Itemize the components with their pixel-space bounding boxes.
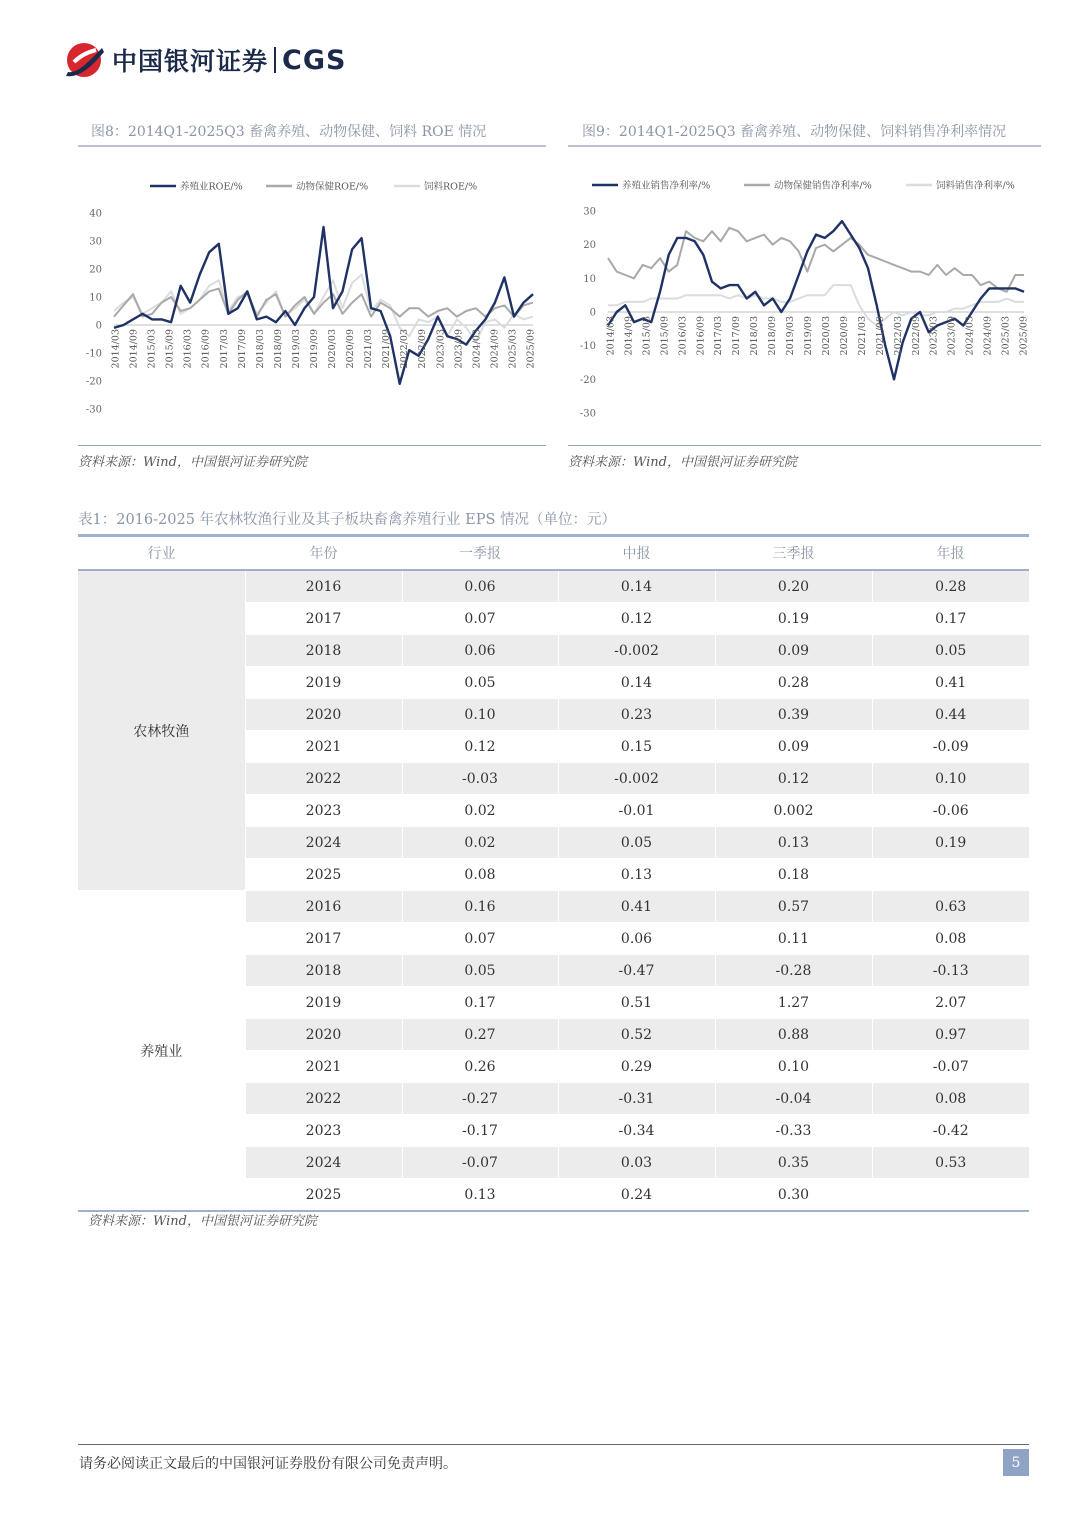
table-cell: -0.13 — [872, 955, 1029, 987]
x-tick-label: 2019/03 — [785, 316, 797, 356]
table-cell: 2019 — [245, 987, 402, 1019]
table-cell: 0.12 — [558, 603, 715, 635]
table-cell: 2018 — [245, 955, 402, 987]
x-tick-label: 2015/09 — [164, 329, 176, 369]
table-cell: 0.11 — [715, 923, 872, 955]
x-tick-label: 2022/03 — [399, 329, 411, 369]
col-header: 行业 — [78, 536, 245, 571]
x-tick-label: 2021/09 — [874, 316, 886, 356]
table-cell: 0.16 — [402, 891, 558, 923]
x-tick-label: 2016/09 — [200, 329, 212, 369]
x-tick-label: 2020/09 — [345, 329, 357, 369]
table-cell: 0.53 — [872, 1147, 1029, 1179]
fig9-title: 图9：2014Q1-2025Q3 畜禽养殖、动物保健、饲料销售净利率情况 — [582, 124, 1007, 140]
eps-table — [78, 534, 1029, 1212]
table-cell: 2021 — [245, 1051, 402, 1083]
table-cell: 2016 — [245, 570, 402, 603]
table-body — [78, 570, 1029, 1211]
x-tick-label: 2020/03 — [821, 316, 832, 356]
table-cell: 0.44 — [872, 699, 1029, 731]
table-cell: 0.14 — [558, 667, 715, 699]
y-tick-label: 20 — [583, 240, 596, 252]
fig9-source: 资料来源：Wind，中国银河证券研究院 — [568, 455, 797, 470]
x-tick-label: 2025/09 — [1018, 316, 1030, 356]
x-tick-label: 2023/09 — [946, 316, 958, 356]
col-header: 年报 — [872, 536, 1029, 571]
x-tick-label: 2020/03 — [327, 329, 338, 369]
table-cell: 0.07 — [402, 603, 558, 635]
table-cell: 2018 — [245, 635, 402, 667]
y-tick-label: -30 — [579, 408, 596, 420]
table-cell: 0.10 — [402, 699, 558, 731]
table-cell: -0.002 — [558, 763, 715, 795]
table-cell: 2021 — [245, 731, 402, 763]
x-tick-label: 2015/09 — [659, 316, 671, 356]
page-number: 5 — [1003, 1449, 1029, 1476]
table-cell: 0.002 — [715, 795, 872, 827]
table-cell: 0.12 — [715, 763, 872, 795]
x-tick-label: 2022/09 — [910, 316, 922, 356]
table-cell: 0.09 — [715, 635, 872, 667]
brand-name-en: CGS — [282, 44, 347, 76]
y-tick-label: 10 — [89, 292, 102, 304]
table-cell: 0.24 — [558, 1179, 715, 1212]
x-tick-label: 2017/09 — [731, 316, 743, 356]
legend-label: 养殖业ROE/% — [180, 181, 243, 193]
table-cell: 0.06 — [402, 570, 558, 603]
table-cell: 0.13 — [402, 1179, 558, 1212]
table-source: 资料来源：Wind，中国银河证券研究院 — [88, 1214, 317, 1229]
fig8-source: 资料来源：Wind，中国银河证券研究院 — [78, 455, 307, 470]
y-tick-label: 30 — [89, 236, 102, 248]
fig8-bottom-rule — [78, 445, 546, 446]
footer-rule — [78, 1444, 1029, 1445]
table-cell: 2023 — [245, 795, 402, 827]
y-tick-label: 10 — [583, 273, 596, 285]
fig8-top-rule — [78, 145, 546, 147]
table-cell: 2025 — [245, 1179, 402, 1212]
table-cell: 0.20 — [715, 570, 872, 603]
x-tick-label: 2017/09 — [236, 329, 248, 369]
y-tick-label: -20 — [85, 376, 102, 388]
x-tick-label: 2021/03 — [856, 316, 868, 356]
col-header: 中报 — [558, 536, 715, 571]
table-cell: 0.08 — [872, 923, 1029, 955]
y-tick-label: 20 — [89, 264, 102, 276]
table-cell: 0.52 — [558, 1019, 715, 1051]
table-cell: 0.19 — [715, 603, 872, 635]
col-header: 年份 — [245, 536, 402, 571]
brand-name-cn: 中国银河证券 — [112, 47, 269, 76]
x-tick-label: 2018/09 — [767, 316, 779, 356]
col-header: 三季报 — [715, 536, 872, 571]
y-tick-label: -10 — [85, 348, 102, 360]
table-cell: 0.08 — [402, 859, 558, 891]
x-tick-label: 2023/03 — [928, 316, 940, 356]
table-cell: 2023 — [245, 1115, 402, 1147]
table-cell — [872, 859, 1029, 891]
x-tick-label: 2019/09 — [309, 329, 320, 369]
table-title: 表1：2016-2025 年农林牧渔行业及其子板块畜禽养殖行业 EPS 情况（单位：元） — [78, 512, 617, 528]
table-cell: 0.29 — [558, 1051, 715, 1083]
x-tick-label: 2018/03 — [254, 329, 266, 369]
x-tick-label: 2014/03 — [110, 329, 122, 369]
table-cell: -0.47 — [558, 955, 715, 987]
table-cell: 0.10 — [715, 1051, 872, 1083]
x-tick-label: 2021/03 — [363, 329, 375, 369]
table-cell: 0.10 — [872, 763, 1029, 795]
fig9-top-rule — [568, 145, 1041, 147]
table-cell: 0.39 — [715, 699, 872, 731]
table-cell: 2019 — [245, 667, 402, 699]
x-tick-label: 2022/09 — [417, 329, 429, 369]
y-tick-label: -20 — [579, 374, 596, 386]
x-tick-label: 2025/03 — [1000, 316, 1012, 356]
x-tick-label: 2024/03 — [471, 329, 483, 369]
table-cell: 0.09 — [715, 731, 872, 763]
table-cell: 0.26 — [402, 1051, 558, 1083]
table-cell: -0.31 — [558, 1083, 715, 1115]
table-cell: 2020 — [245, 699, 402, 731]
legend-label: 动物保健销售净利率/% — [774, 180, 872, 192]
table-cell: 0.57 — [715, 891, 872, 923]
x-tick-label: 2024/09 — [489, 329, 501, 369]
table-cell: 0.06 — [558, 923, 715, 955]
fig8-title: 图8：2014Q1-2025Q3 畜禽养殖、动物保健、饲料 ROE 情况 — [91, 124, 487, 140]
table-cell: 0.17 — [402, 987, 558, 1019]
table-cell: 2024 — [245, 1147, 402, 1179]
x-tick-label: 2015/03 — [641, 316, 653, 356]
series-line — [608, 285, 1024, 325]
table-cell: 0.27 — [402, 1019, 558, 1051]
legend-label: 饲料ROE/% — [424, 181, 478, 193]
table-cell: 0.30 — [715, 1179, 872, 1212]
x-tick-label: 2019/03 — [290, 329, 302, 369]
table-cell: 2024 — [245, 827, 402, 859]
table-cell: 0.88 — [715, 1019, 872, 1051]
fig9-bottom-rule — [568, 445, 1041, 446]
table-cell: -0.27 — [402, 1083, 558, 1115]
x-tick-label: 2024/03 — [964, 316, 976, 356]
x-tick-label: 2020/09 — [838, 316, 850, 356]
table-cell: -0.33 — [715, 1115, 872, 1147]
table-row — [78, 570, 1029, 603]
table-cell: -0.002 — [558, 635, 715, 667]
x-tick-label: 2016/09 — [695, 316, 707, 356]
table-cell: 1.27 — [715, 987, 872, 1019]
table-cell: 0.97 — [872, 1019, 1029, 1051]
x-tick-label: 2021/09 — [381, 329, 393, 369]
table-cell: 0.41 — [872, 667, 1029, 699]
table-cell: 0.05 — [402, 667, 558, 699]
x-tick-label: 2018/09 — [272, 329, 284, 369]
table-cell: 0.06 — [402, 635, 558, 667]
table-cell: -0.03 — [402, 763, 558, 795]
table-cell: -0.04 — [715, 1083, 872, 1115]
table-cell: 2.07 — [872, 987, 1029, 1019]
x-tick-label: 2014/09 — [128, 329, 140, 369]
table-cell: 2022 — [245, 763, 402, 795]
x-tick-label: 2018/03 — [749, 316, 761, 356]
table-cell: 0.08 — [872, 1083, 1029, 1115]
y-tick-label: -10 — [579, 341, 596, 353]
table-cell: 2017 — [245, 923, 402, 955]
table-cell: 0.14 — [558, 570, 715, 603]
table-cell: 0.12 — [402, 731, 558, 763]
col-header: 一季报 — [402, 536, 558, 571]
x-tick-label: 2016/03 — [182, 329, 194, 369]
fig8-chart — [78, 165, 546, 445]
table-header-row — [78, 536, 1029, 571]
table-cell: -0.01 — [558, 795, 715, 827]
table-cell: 2025 — [245, 859, 402, 891]
table-row — [78, 891, 1029, 923]
x-tick-label: 2015/03 — [146, 329, 158, 369]
table-cell: 2020 — [245, 1019, 402, 1051]
logo-divider — [274, 47, 276, 73]
footer-disclaimer: 请务必阅读正文最后的中国银河证券股份有限公司免责声明。 — [79, 1456, 457, 1472]
table-cell: 0.05 — [872, 635, 1029, 667]
x-tick-label: 2014/09 — [623, 316, 635, 356]
table-cell: 0.41 — [558, 891, 715, 923]
table-cell: 0.02 — [402, 795, 558, 827]
table-cell: 0.05 — [402, 955, 558, 987]
table-cell: 2017 — [245, 603, 402, 635]
y-tick-label: 40 — [89, 208, 102, 220]
x-tick-label: 2017/03 — [713, 316, 725, 356]
logo-mark-icon — [60, 38, 106, 82]
table-cell: -0.28 — [715, 955, 872, 987]
table-cell: 0.03 — [558, 1147, 715, 1179]
series-line — [605, 221, 1024, 379]
legend-label: 养殖业销售净利率/% — [622, 180, 711, 192]
y-tick-label: 30 — [583, 206, 596, 218]
x-tick-label: 2023/09 — [453, 329, 465, 369]
table-cell: 0.19 — [872, 827, 1029, 859]
table-cell: -0.06 — [872, 795, 1029, 827]
industry-cell: 养殖业 — [78, 891, 245, 1212]
table-cell: -0.42 — [872, 1115, 1029, 1147]
table-cell: -0.17 — [402, 1115, 558, 1147]
table-cell: 0.15 — [558, 731, 715, 763]
table-cell: 0.13 — [558, 859, 715, 891]
x-tick-label: 2025/03 — [507, 329, 519, 369]
x-tick-label: 2016/03 — [677, 316, 689, 356]
table-cell: -0.07 — [402, 1147, 558, 1179]
table-cell: 0.28 — [715, 667, 872, 699]
table-cell: 2022 — [245, 1083, 402, 1115]
x-tick-label: 2022/03 — [892, 316, 904, 356]
table-cell: 0.35 — [715, 1147, 872, 1179]
x-tick-label: 2023/03 — [435, 329, 447, 369]
table-cell: 0.23 — [558, 699, 715, 731]
table-cell: 0.28 — [872, 570, 1029, 603]
series-line — [114, 275, 533, 342]
fig9-chart — [568, 165, 1041, 445]
table-cell: -0.34 — [558, 1115, 715, 1147]
series-line — [608, 228, 1024, 292]
table-cell: 0.18 — [715, 859, 872, 891]
table-cell: 0.63 — [872, 891, 1029, 923]
table-cell: 0.51 — [558, 987, 715, 1019]
table-cell: 0.17 — [872, 603, 1029, 635]
company-logo — [60, 38, 346, 82]
legend-label: 饲料销售净利率/% — [936, 180, 1015, 192]
y-tick-label: 0 — [589, 307, 596, 319]
table-cell — [872, 1179, 1029, 1212]
x-tick-label: 2024/09 — [982, 316, 994, 356]
legend-label: 动物保健ROE/% — [296, 181, 369, 193]
x-tick-label: 2019/09 — [803, 316, 814, 356]
x-tick-label: 2017/03 — [218, 329, 230, 369]
table-cell: 0.13 — [715, 827, 872, 859]
x-tick-label: 2025/09 — [525, 329, 537, 369]
table-cell: 0.07 — [402, 923, 558, 955]
table-cell: 2016 — [245, 891, 402, 923]
table-cell: 0.05 — [558, 827, 715, 859]
table-cell: 0.02 — [402, 827, 558, 859]
y-tick-label: -30 — [85, 404, 102, 416]
x-tick-label: 2014/03 — [605, 316, 617, 356]
table-cell: -0.07 — [872, 1051, 1029, 1083]
industry-cell: 农林牧渔 — [78, 570, 245, 891]
table-cell: -0.09 — [872, 731, 1029, 763]
y-tick-label: 0 — [95, 320, 102, 332]
